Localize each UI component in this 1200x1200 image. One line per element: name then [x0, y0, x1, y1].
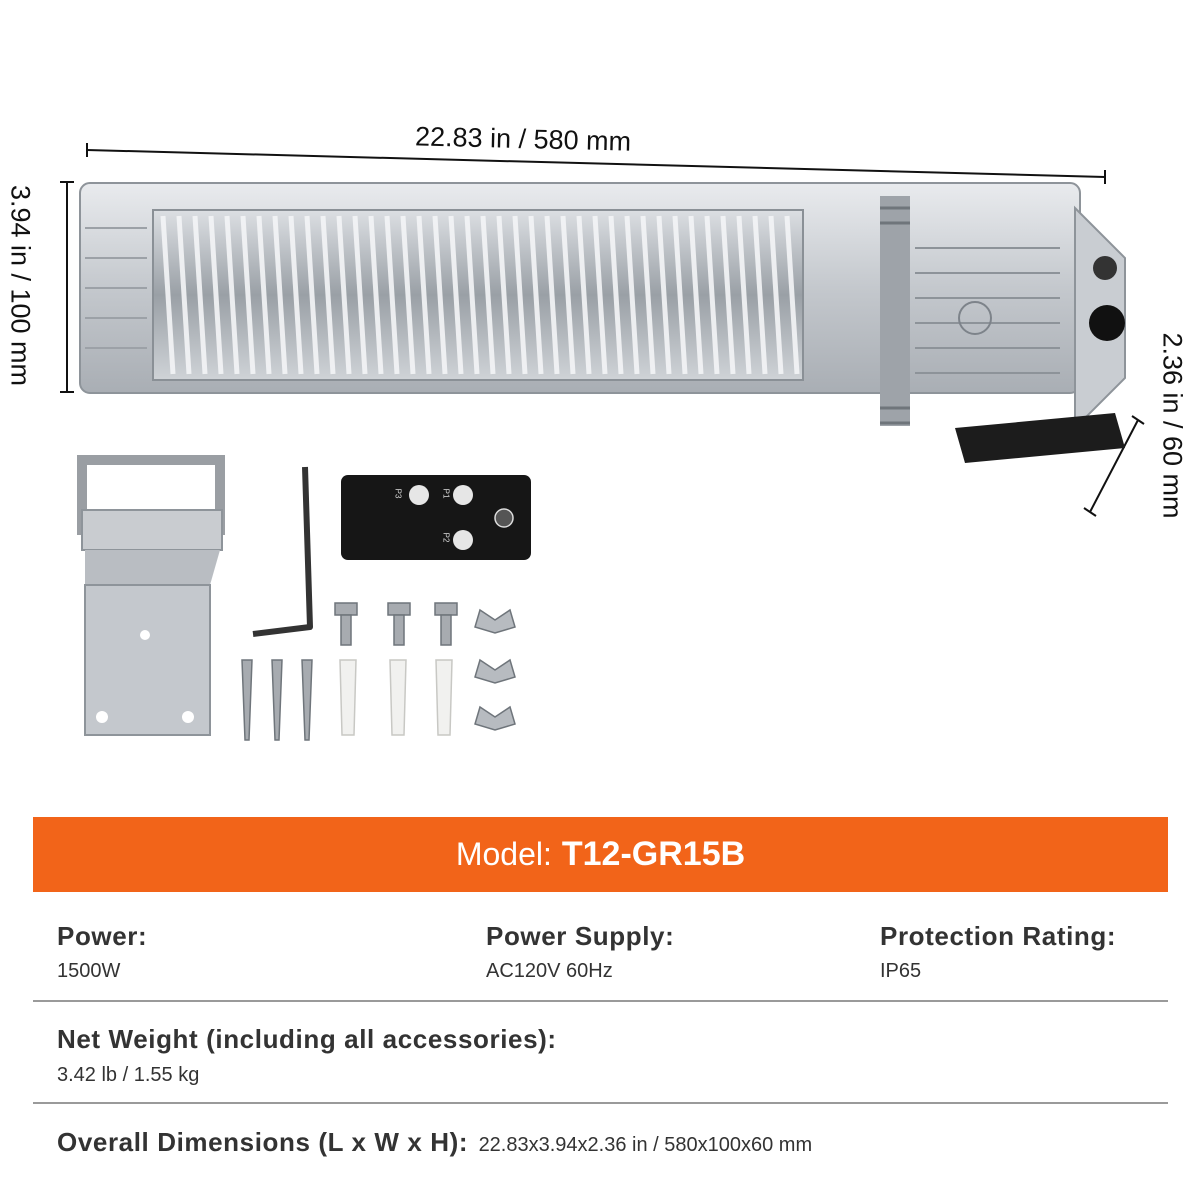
length-dimension-label: 22.83 in / 580 mm: [414, 121, 632, 157]
power-label: Power:: [57, 921, 148, 951]
overall-dimensions-row: [57, 1127, 812, 1158]
remote-buttons: [341, 475, 531, 560]
model-label: Model:: [455, 836, 552, 872]
power-supply-value: AC120V 60Hz: [486, 960, 613, 982]
protection-rating-value: IP65: [880, 960, 922, 982]
model-value: T12-GR15B: [561, 835, 746, 873]
power-value: 1500W: [57, 960, 121, 982]
height-dimension-label: 3.94 in / 100 mm: [5, 184, 36, 387]
net-weight-label: Net Weight (including all accessories):: [57, 1024, 557, 1054]
overall-dimensions-value: 22.83x3.94x2.36 in / 580x100x60 mm: [478, 1134, 813, 1156]
hardware-image: [230, 595, 560, 750]
remote-control: [341, 475, 531, 560]
protection-rating-label: Protection Rating:: [880, 921, 1117, 951]
net-weight-value: 3.42 lb / 1.55 kg: [57, 1064, 200, 1086]
mounting-bracket-image: [70, 455, 240, 745]
divider: [33, 1000, 1168, 1002]
depth-dimension-label: 2.36 in / 60 mm: [1157, 332, 1188, 519]
heater-image: [75, 178, 1135, 468]
model-banner: [33, 817, 1168, 892]
power-supply-label: Power Supply:: [486, 921, 675, 951]
divider: [33, 1102, 1168, 1104]
remote-button-label-p2: P2: [441, 532, 451, 543]
remote-button-label-p1: P1: [441, 488, 451, 499]
overall-dimensions-label: Overall Dimensions (L x W x H):: [57, 1127, 469, 1157]
remote-button-label-p3: P3: [393, 488, 403, 499]
